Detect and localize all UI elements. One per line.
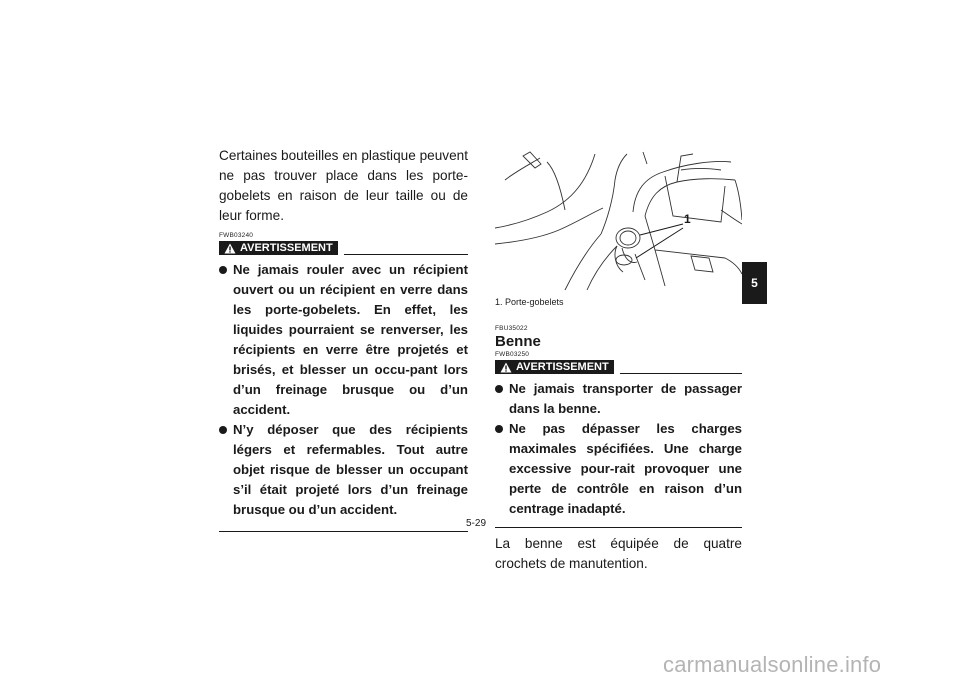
intro-paragraph: Certaines bouteilles en plastique peuvent ne pas trouver place dans les porte-gobelets en raison de leur taille ou de leur forme. [219, 148, 468, 223]
warning-list [219, 260, 468, 520]
warning-header [219, 241, 468, 255]
list-item: Ne pas dépasser les charges maximales spécifiées. Une charge excessive pour-rait provoquer une perte de contrôle en raison d’un centrage inadapté. [495, 419, 742, 519]
chapter-tab: 5 [742, 262, 767, 304]
list-item: Ne jamais transporter de passager dans la benne. [495, 379, 742, 419]
figure-caption: 1. Porte-gobelets [495, 297, 564, 307]
left-column [219, 146, 468, 532]
watermark: carmanualsonline.info [663, 652, 882, 677]
warning-label: AVERTISSEMENT [240, 242, 333, 254]
section-title: Benne [495, 333, 541, 350]
list-item: N’y déposer que des récipients légers et refermables. Tout autre objet risque de blesser un occupant s’il était projeté lors d’un freinage brusque ou d’un accident. [219, 420, 468, 520]
page-number: 5-29 [466, 518, 487, 529]
warning-label: AVERTISSEMENT [516, 361, 609, 373]
warning-triangle-icon [224, 243, 236, 254]
warning-header [495, 360, 742, 374]
bullet-icon [495, 385, 503, 393]
warning-list [495, 379, 742, 519]
closing-paragraph: La benne est équipée de quatre crochets de manutention. [495, 536, 742, 571]
right-column [495, 150, 742, 574]
warning-triangle-icon [500, 362, 512, 373]
warning-badge [495, 360, 614, 374]
bullet-icon [219, 266, 227, 274]
bullet-icon [495, 425, 503, 433]
warning-end-rule [219, 531, 468, 532]
cup-holder-illustration [495, 150, 742, 292]
warning-code: FWB03240 [219, 232, 254, 239]
warning-badge [219, 241, 338, 255]
warning-code: FWB03250 [495, 351, 530, 358]
warning-end-rule [495, 527, 742, 528]
callout-number: 1 [684, 212, 691, 226]
list-item: Ne jamais rouler avec un récipient ouvert ou un récipient en verre dans les porte-gobelets. En effet, les liquides pourraient se renverser, les récipients en verre être projetés et brisés, et blesser un occu-pant lors d’un freinage brusque ou d’un accident. [219, 260, 468, 420]
section-code: FBU35022 [495, 325, 528, 332]
bullet-icon [219, 426, 227, 434]
